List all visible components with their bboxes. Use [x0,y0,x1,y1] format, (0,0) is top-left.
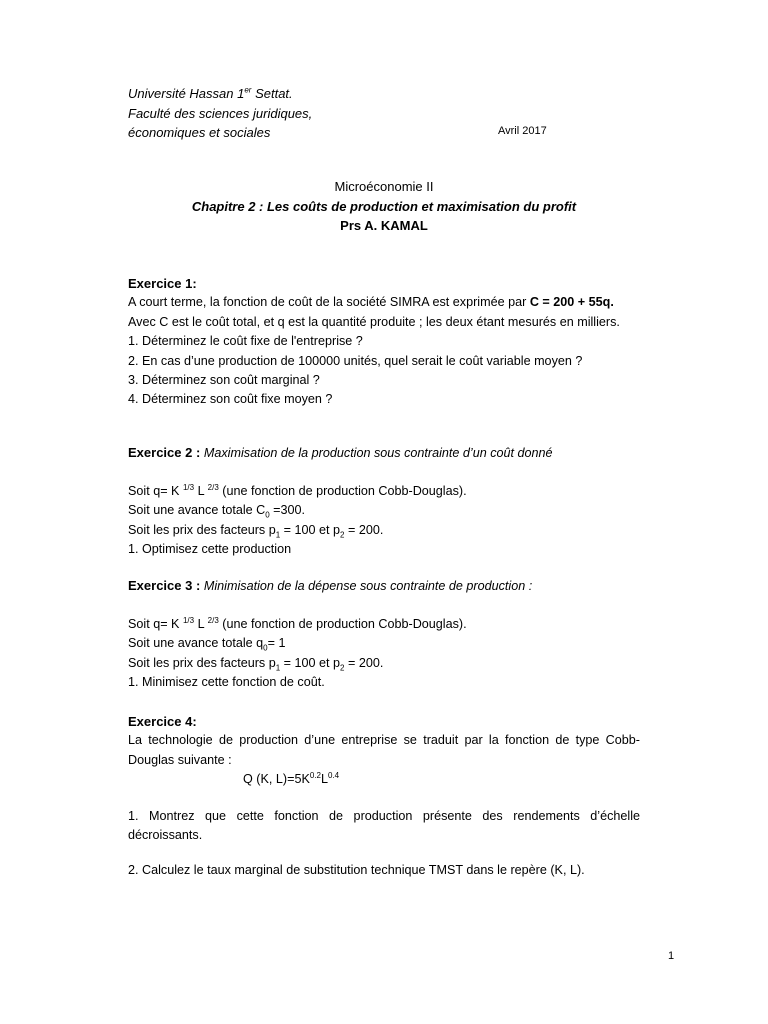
exercise-3-output-sub: 0 [263,643,268,653]
exercise-3-prices-sub2: 2 [340,663,345,673]
exercise-1-question-2: 2. En cas d’une production de 100000 unités, quel serait le coût variable moyen ? [128,353,583,368]
exercise-2-budget [128,501,640,520]
exercise-4-intro: La technologie de production d’une entreprise se traduit par la fonction de type Cobb-Douglas suivante : [128,733,640,767]
exercise-3-output-pre: Soit une avance totale q [128,636,264,651]
exercise-4 [128,712,640,790]
exercise-2-prices-mid: = 100 et p [280,522,341,537]
exercise-3-k-exponent: 1/3 [182,615,195,625]
exercise-3-function-post: (une fonction de production Cobb-Douglas). [218,617,467,631]
university-name: Université Hassan 1 [128,86,245,101]
exercise-1-title: Exercice 1: [128,276,197,291]
exercise-2-budget-sub: 0 [265,510,270,520]
exercise-3-output-post: = 1 [267,636,286,651]
cost-formula: C = 200 + 55q. [529,295,614,310]
exercise-3 [128,576,640,596]
exercise-2-function [128,482,640,501]
exercise-3-output [128,634,640,653]
exercise-3-prices-sub1: 1 [275,663,281,673]
exercise-2-question-1: 1. Optimisez cette production [128,542,292,557]
exercise-3-body [128,615,640,693]
exercise-1-line-1-text: A court terme, la fonction de coût de la société SIMRA est exprimée par [128,295,530,310]
exercise-1 [128,274,640,410]
exercise-2-l-exponent: 2/3 [207,482,219,492]
exercise-2-k-exponent: 1/3 [182,482,195,492]
exercise-3-prices-post: = 200. [344,655,384,670]
exercise-1-line-1 [128,293,640,312]
exercise-3-function [128,615,640,634]
exercise-2-budget-post: =300. [269,503,306,518]
exercise-3-prices-pre: Soit les prix des facteurs p [128,655,276,670]
exercise-3-function-mid: L [194,617,208,631]
university-city: Settat. [251,86,293,101]
university-superscript: er [244,85,252,95]
chapter-title: Chapitre 2 : Les coûts de production et maximisation du profit [191,199,577,214]
document-date: Avril 2017 [498,125,547,137]
exercise-4-function [128,770,640,789]
faculty-line-2: économiques et sociales [128,125,271,140]
exercise-2-prices-pre: Soit les prix des facteurs p [128,522,276,537]
exercise-4-question-1: 1. Montrez que cette fonction de production présente des rendements d’échelle décroissants. [128,809,640,843]
exercise-2-function-mid: L [194,484,208,498]
exercise-3-title: Exercice 3 : [128,578,204,593]
exercise-1-question-4: 4. Déterminez son coût fixe moyen ? [128,392,333,407]
exercise-2-function-pre: Soit q= K [128,484,183,498]
exercise-2-prices-post: = 200. [344,522,384,537]
exercise-2-function-post: (une fonction de production Cobb-Douglas). [218,484,467,498]
professor-name: Prs A. KAMAL [340,218,428,233]
exercise-1-question-1: 1. Déterminez le coût fixe de l'entreprise ? [128,334,363,349]
exercise-2-title: Exercice 2 : [128,445,204,460]
course-title: Microéconomie II [334,179,434,194]
exercise-2-prices [128,521,640,540]
exercise-4-function-mid: L [320,772,328,787]
exercise-2-prices-sub2: 2 [340,530,345,540]
exercise-3-prices [128,654,640,673]
exercise-4-l-exponent: 0.4 [327,771,340,781]
exercise-3-subtitle: Minimisation de la dépense sous contrainte de production : [203,579,533,593]
page-number: 1 [668,950,675,962]
exercise-2 [128,443,640,463]
exercise-3-question-1: 1. Minimisez cette fonction de coût. [128,675,325,690]
exercise-2-heading [128,443,640,463]
exercise-1-line-2: Avec C est le coût total, et q est la quantité produite ; les deux étant mesurés en milliers. [128,314,620,329]
exercise-2-prices-sub1: 1 [275,530,281,540]
exercise-4-function-pre: Q (K, L)=5K [243,772,310,787]
university-line [128,84,293,103]
exercise-4-question-2: 2. Calculez le taux marginal de substitution technique TMST dans le repère (K, L). [128,863,585,877]
exercise-3-function-pre: Soit q= K [128,617,183,631]
exercise-2-budget-pre: Soit une avance totale C [128,503,266,518]
exercise-3-prices-mid: = 100 et p [280,655,341,670]
exercise-4-title: Exercice 4: [128,714,197,729]
exercise-3-l-exponent: 2/3 [207,615,219,625]
faculty-line-1: Faculté des sciences juridiques, [128,106,313,121]
exercise-2-body [128,482,640,560]
exercise-4-k-exponent: 0.2 [309,771,321,781]
exercise-1-question-3: 3. Déterminez son coût marginal ? [128,373,320,388]
exercise-3-heading [128,576,640,596]
exercise-2-subtitle: Maximisation de la production sous contrainte d’un coût donné [203,446,553,460]
